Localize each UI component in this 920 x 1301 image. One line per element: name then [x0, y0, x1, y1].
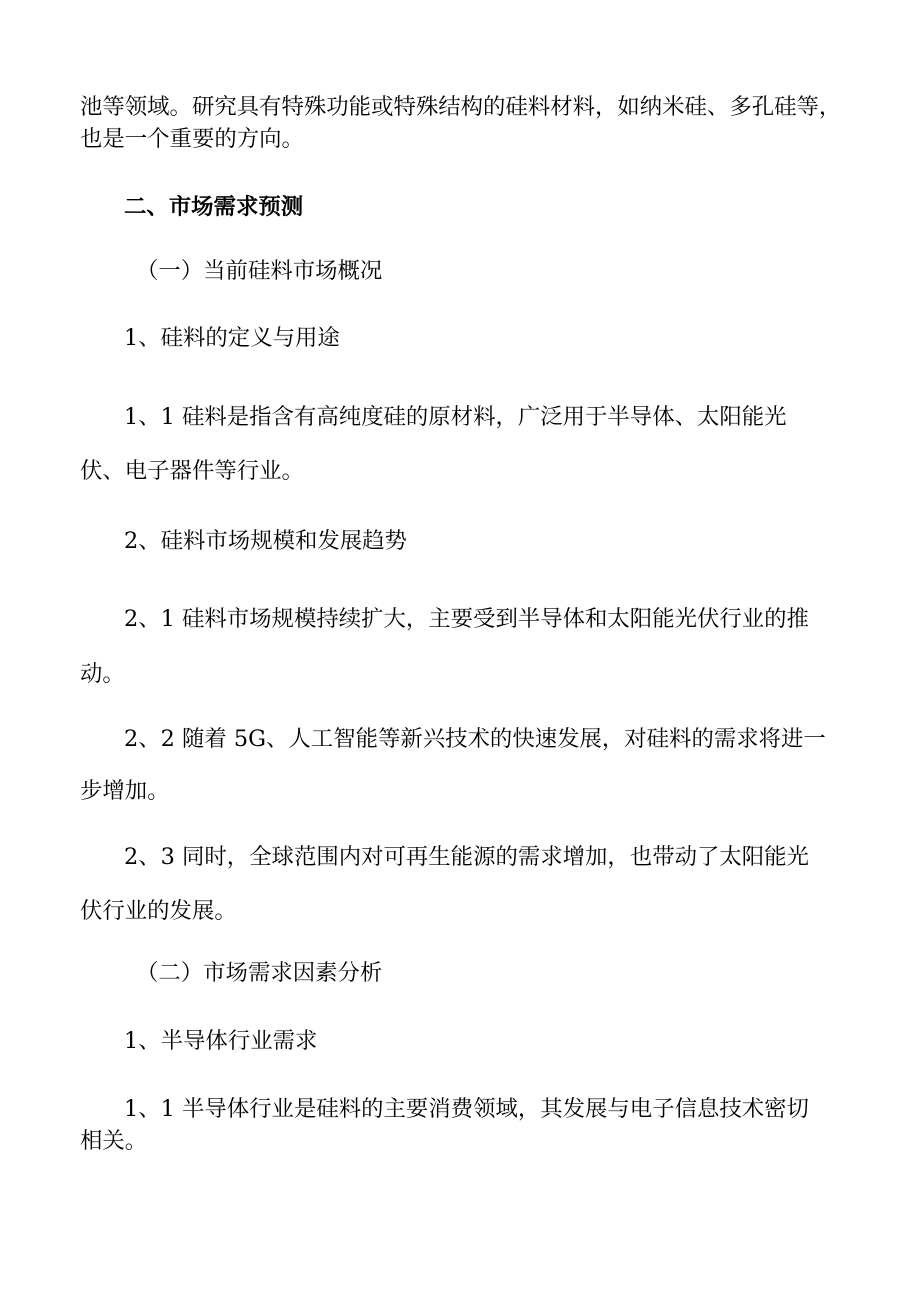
item-3-title: 1、半导体行业需求: [124, 1028, 318, 1054]
paragraph-2-3-line-2: 伏行业的发展。: [80, 898, 237, 924]
subsection-2-title: （二）市场需求因素分析: [136, 960, 383, 986]
intro-line-1: 池等领域。研究具有特殊功能或特殊结构的硅料材料，如纳米硅、多孔硅等，: [80, 94, 842, 120]
paragraph-2-3-line-1: 2、3 同时，全球范围内对可再生能源的需求增加，也带动了太阳能光: [124, 844, 809, 870]
intro-line-2: 也是一个重要的方向。: [80, 126, 304, 152]
paragraph-1-1-line-2: 伏、电子器件等行业。: [80, 458, 304, 484]
item-1-title: 1、硅料的定义与用途: [124, 325, 340, 351]
item-2-title: 2、硅料市场规模和发展趋势: [124, 528, 407, 554]
section-heading: 二、市场需求预测: [124, 194, 304, 220]
paragraph-1-1-line-1: 1、1 硅料是指含有高纯度硅的原材料，广泛用于半导体、太阳能光: [124, 404, 787, 430]
paragraph-2-2-line-2: 步增加。: [80, 778, 170, 804]
paragraph-3-1-line-1: 1、1 半导体行业是硅料的主要消费领域，其发展与电子信息技术密切: [124, 1096, 809, 1122]
paragraph-2-1-line-1: 2、1 硅料市场规模持续扩大，主要受到半导体和太阳能光伏行业的推: [124, 606, 809, 632]
paragraph-2-1-line-2: 动。: [80, 661, 125, 687]
paragraph-2-2-line-1: 2、2 随着 5G、人工智能等新兴技术的快速发展，对硅料的需求将进一: [124, 726, 826, 752]
subsection-1-title: （一）当前硅料市场概况: [136, 258, 383, 284]
paragraph-3-1-line-2: 相关。: [80, 1128, 148, 1154]
